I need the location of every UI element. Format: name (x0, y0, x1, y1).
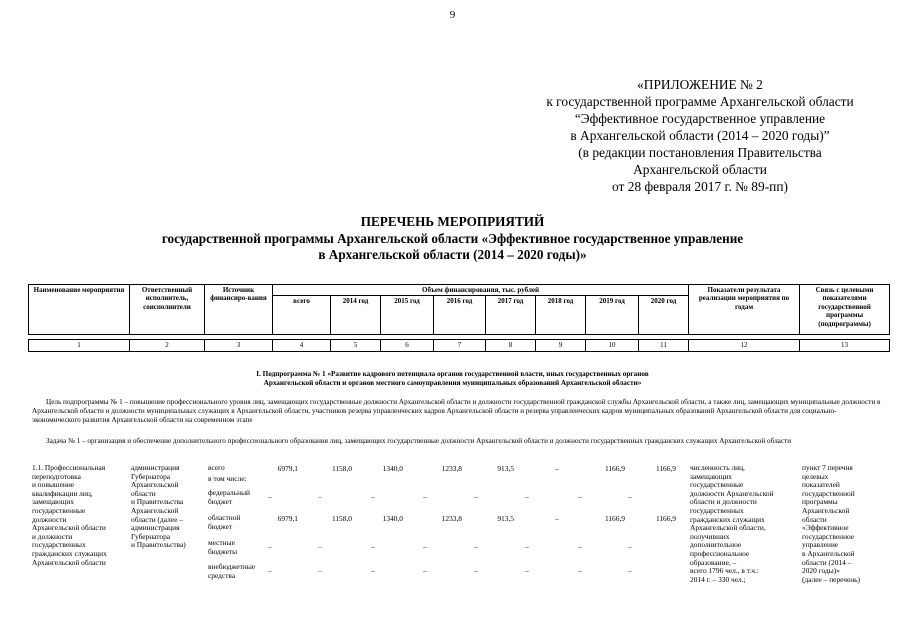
indicator-line: государственных (690, 505, 744, 515)
value-2015: – (371, 542, 375, 551)
executor-line: и Правительства) (131, 540, 186, 550)
link-line: показателей (802, 480, 840, 490)
header-2020: 2020 год (639, 296, 689, 335)
link-line: программы (802, 497, 838, 507)
column-number: 13 (800, 340, 890, 351)
indicator-line: замещающих (690, 471, 732, 481)
link-line: области (802, 514, 827, 524)
header-2019: 2019 год (586, 296, 639, 335)
column-number: 11 (639, 340, 689, 351)
goal-line: а также лиц, замещающих муниципальные должности в Архангельской области и должности муниципальных служащих в Архангельской области, участников резерва управленческих кадров Архангельской области и резерва (32, 398, 881, 415)
source-regional (208, 514, 240, 531)
value-2019: 1166,9 (604, 464, 625, 473)
header-2017: 2017 год (486, 296, 536, 335)
header-link: Связь с целевыми показателями государственной программы (подпрограммы) (800, 285, 890, 335)
value-2019: – (578, 492, 582, 501)
indicator-line: дополнительное (690, 540, 742, 550)
header-2015: 2015 год (381, 296, 434, 335)
measure-name-line: государственных (32, 540, 86, 550)
value-total: – (268, 566, 272, 575)
measure-name-line: Архангельской области (32, 557, 106, 567)
value-2014: – (318, 492, 322, 501)
value-2020: 1166,9 (655, 464, 676, 473)
indicator-line: профессиональное (690, 548, 750, 558)
value-2018: – (525, 492, 529, 501)
link-cell (802, 464, 892, 584)
goal-line: Цель подпрограммы № 1 – повышение профессионального уровня лиц, замещающих государственные должности Архангельской области и должности государственной гражданской службы Архангельской области, (46, 398, 707, 406)
executor-cell (131, 464, 205, 550)
link-line: управление (802, 540, 839, 550)
measure-name-line: квалификации лиц, (32, 488, 93, 498)
title-line: государственной программы Архангельской области «Эффективное государственное управление (161, 230, 744, 246)
value-2017: 913,5 (497, 514, 514, 523)
source-extra (208, 563, 255, 580)
measure-name-line: должности (32, 514, 67, 524)
source-extra-line: внебюджетные (208, 562, 256, 571)
appendix-line: Архангельской области (633, 162, 767, 177)
value-2020: 1166,9 (655, 514, 676, 523)
measures-table-header (28, 284, 890, 352)
value-2020: – (628, 492, 632, 501)
column-number: 5 (331, 340, 381, 351)
value-total: 6979,1 (277, 464, 298, 473)
document-title (0, 214, 905, 264)
page-number: 9 (449, 9, 456, 21)
value-2020: – (628, 542, 632, 551)
measure-name-line: и повышение (32, 480, 75, 490)
indicator-line: 2014 г. – 330 чел.; (690, 574, 746, 584)
measure-name-line: замещающих (32, 497, 74, 507)
value-2017: – (474, 492, 478, 501)
column-number: 8 (486, 340, 536, 351)
source-regional-line: областной (208, 513, 241, 522)
indicator-line: гражданских служащих (690, 514, 765, 524)
header-executor: Ответственный исполнитель, соисполнители (130, 285, 205, 335)
executor-line: Губернатора (131, 531, 171, 541)
executor-line: Губернатора (131, 471, 171, 481)
column-number: 9 (536, 340, 586, 351)
link-line: государственное (802, 531, 855, 541)
value-total: – (268, 542, 272, 551)
value-total: 6979,1 (277, 514, 298, 523)
measure-name-line: переподготовка (32, 471, 81, 481)
source-extra-line: средства (208, 570, 236, 580)
indicator-line: Архангельской области, (690, 523, 766, 533)
subprogram-line: Архангельской области и органов местного самоуправления муниципальных образований Архангельской области» (263, 379, 642, 387)
header-2016: 2016 год (434, 296, 486, 335)
value-2019: – (578, 542, 582, 551)
link-line: Архангельской (802, 505, 850, 515)
task-line: Задача № 1 – организация и обеспечение дополнительного профессионального образования лиц, замещающих государственные должности Архангельской области и должности государственных гражданских служащих (46, 437, 718, 445)
appendix-line: “Эффективное государственное управление (574, 111, 826, 126)
value-2016: – (423, 566, 427, 575)
indicator-line: численность лиц, (690, 463, 745, 472)
link-line: «Эффективное (802, 523, 849, 533)
executor-line: области (далее – (131, 514, 183, 524)
appendix-line: к государственной программе Архангельской области (546, 94, 854, 109)
value-2018: – (555, 514, 559, 523)
indicator-line: области и должности (690, 497, 757, 507)
source-regional-line: бюджет (208, 521, 233, 531)
measure-name-line: Архангельской области (32, 523, 106, 533)
column-number: 10 (586, 340, 639, 351)
value-2014: – (318, 566, 322, 575)
task-line: Архангельской области (719, 437, 792, 445)
source-local-line: бюджеты (208, 546, 238, 556)
appendix-block (440, 76, 905, 195)
column-number: 3 (205, 340, 273, 351)
title-line: в Архангельской области (2014 – 2020 годы)» (318, 247, 587, 262)
header-funding: Объем финансирования, тыс. рублей (273, 285, 689, 296)
title-line: ПЕРЕЧЕНЬ МЕРОПРИЯТИЙ (360, 214, 545, 229)
value-2016: – (423, 492, 427, 501)
indicator-line: государственные (690, 480, 744, 490)
value-2014: 1158,0 (331, 464, 352, 473)
value-2015: – (371, 566, 375, 575)
column-number: 4 (273, 340, 331, 351)
column-number: 7 (434, 340, 486, 351)
source-local (208, 539, 237, 556)
value-2018: – (525, 566, 529, 575)
value-2018: – (525, 542, 529, 551)
source-incl: в том числе: (208, 474, 247, 483)
value-2016: – (423, 542, 427, 551)
link-line: целевых (802, 471, 829, 481)
appendix-line: в Архангельской области (2014 – 2020 годы)” (570, 128, 830, 143)
link-line: государственной (802, 488, 855, 498)
appendix-line: (в редакции постановления Правительства (578, 145, 822, 160)
executor-line: администрация (131, 463, 180, 472)
measure-name-cell (32, 464, 128, 567)
value-2015: 1340,0 (382, 464, 403, 473)
measure-name-line: гражданских служащих (32, 548, 107, 558)
value-2014: – (318, 542, 322, 551)
executor-line: и Правительства (131, 497, 184, 507)
value-2020: – (628, 566, 632, 575)
goal-paragraph (32, 398, 882, 425)
column-number: 6 (381, 340, 434, 351)
column-numbers-row (29, 340, 890, 351)
executor-line: Архангельской (131, 505, 179, 515)
column-number: 12 (689, 340, 800, 351)
appendix-line: от 28 февраля 2017 г. № 89-пп) (612, 179, 788, 194)
measure-name-line: и должности (32, 531, 73, 541)
indicator-line: всего 1796 чел., в т.ч.: (690, 566, 759, 576)
header-2018: 2018 год (536, 296, 586, 335)
source-total: всего (208, 463, 225, 472)
value-2016: 1233,8 (441, 514, 462, 523)
indicator-line: получивших (690, 531, 730, 541)
indicator-line: должности Архангельской (690, 488, 774, 498)
appendix-line: «ПРИЛОЖЕНИЕ № 2 (637, 77, 763, 92)
value-2019: 1166,9 (604, 514, 625, 523)
source-federal-line: федеральный (208, 488, 250, 497)
source-federal (208, 489, 250, 506)
source-local-line: местные (208, 538, 235, 547)
source-federal-line: бюджет (208, 496, 233, 506)
value-2017: – (474, 566, 478, 575)
value-total: – (268, 492, 272, 501)
indicator-cell (690, 464, 800, 584)
column-number: 2 (130, 340, 205, 351)
goal-line: управленческих кадров муниципальных образований Архангельской области для социально-экономического развития Архангельской области на современном этапе (32, 407, 837, 424)
link-line: 2020 годы)» (802, 566, 840, 576)
value-2014: 1158,0 (331, 514, 352, 523)
value-2018: – (555, 464, 559, 473)
executor-line: области (131, 488, 156, 498)
subprogram-heading (0, 370, 905, 388)
header-name: Наименование мероприятия (29, 285, 130, 335)
executor-line: Архангельской (131, 480, 179, 490)
measure-name-line: государственные (32, 505, 86, 515)
column-number: 1 (29, 340, 130, 351)
indicator-line: образование, – (690, 557, 737, 567)
header-total: всего (273, 296, 331, 335)
value-2015: 1340,0 (382, 514, 403, 523)
task-paragraph (32, 437, 882, 446)
subprogram-line: I. Подпрограмма № 1 «Развитие кадрового потенциала органов государственной власти, иных государственных органов (256, 370, 649, 378)
value-2016: 1233,8 (441, 464, 462, 473)
link-line: пункт 7 перечня (802, 463, 853, 472)
header-indicators: Показатели результата реализации мероприятия по годам (689, 285, 800, 335)
measure-name-line: 1.1. Профессиональная (32, 463, 106, 472)
executor-line: администрация (131, 523, 180, 533)
header-2014: 2014 год (331, 296, 381, 335)
link-line: области (2014 – (802, 557, 852, 567)
header-source: Источник финансиро-вания (205, 285, 273, 335)
value-2017: – (474, 542, 478, 551)
value-2019: – (578, 566, 582, 575)
link-line: (далее – перечень) (802, 574, 861, 584)
value-2015: – (371, 492, 375, 501)
link-line: в Архангельской (802, 548, 855, 558)
value-2017: 913,5 (497, 464, 514, 473)
